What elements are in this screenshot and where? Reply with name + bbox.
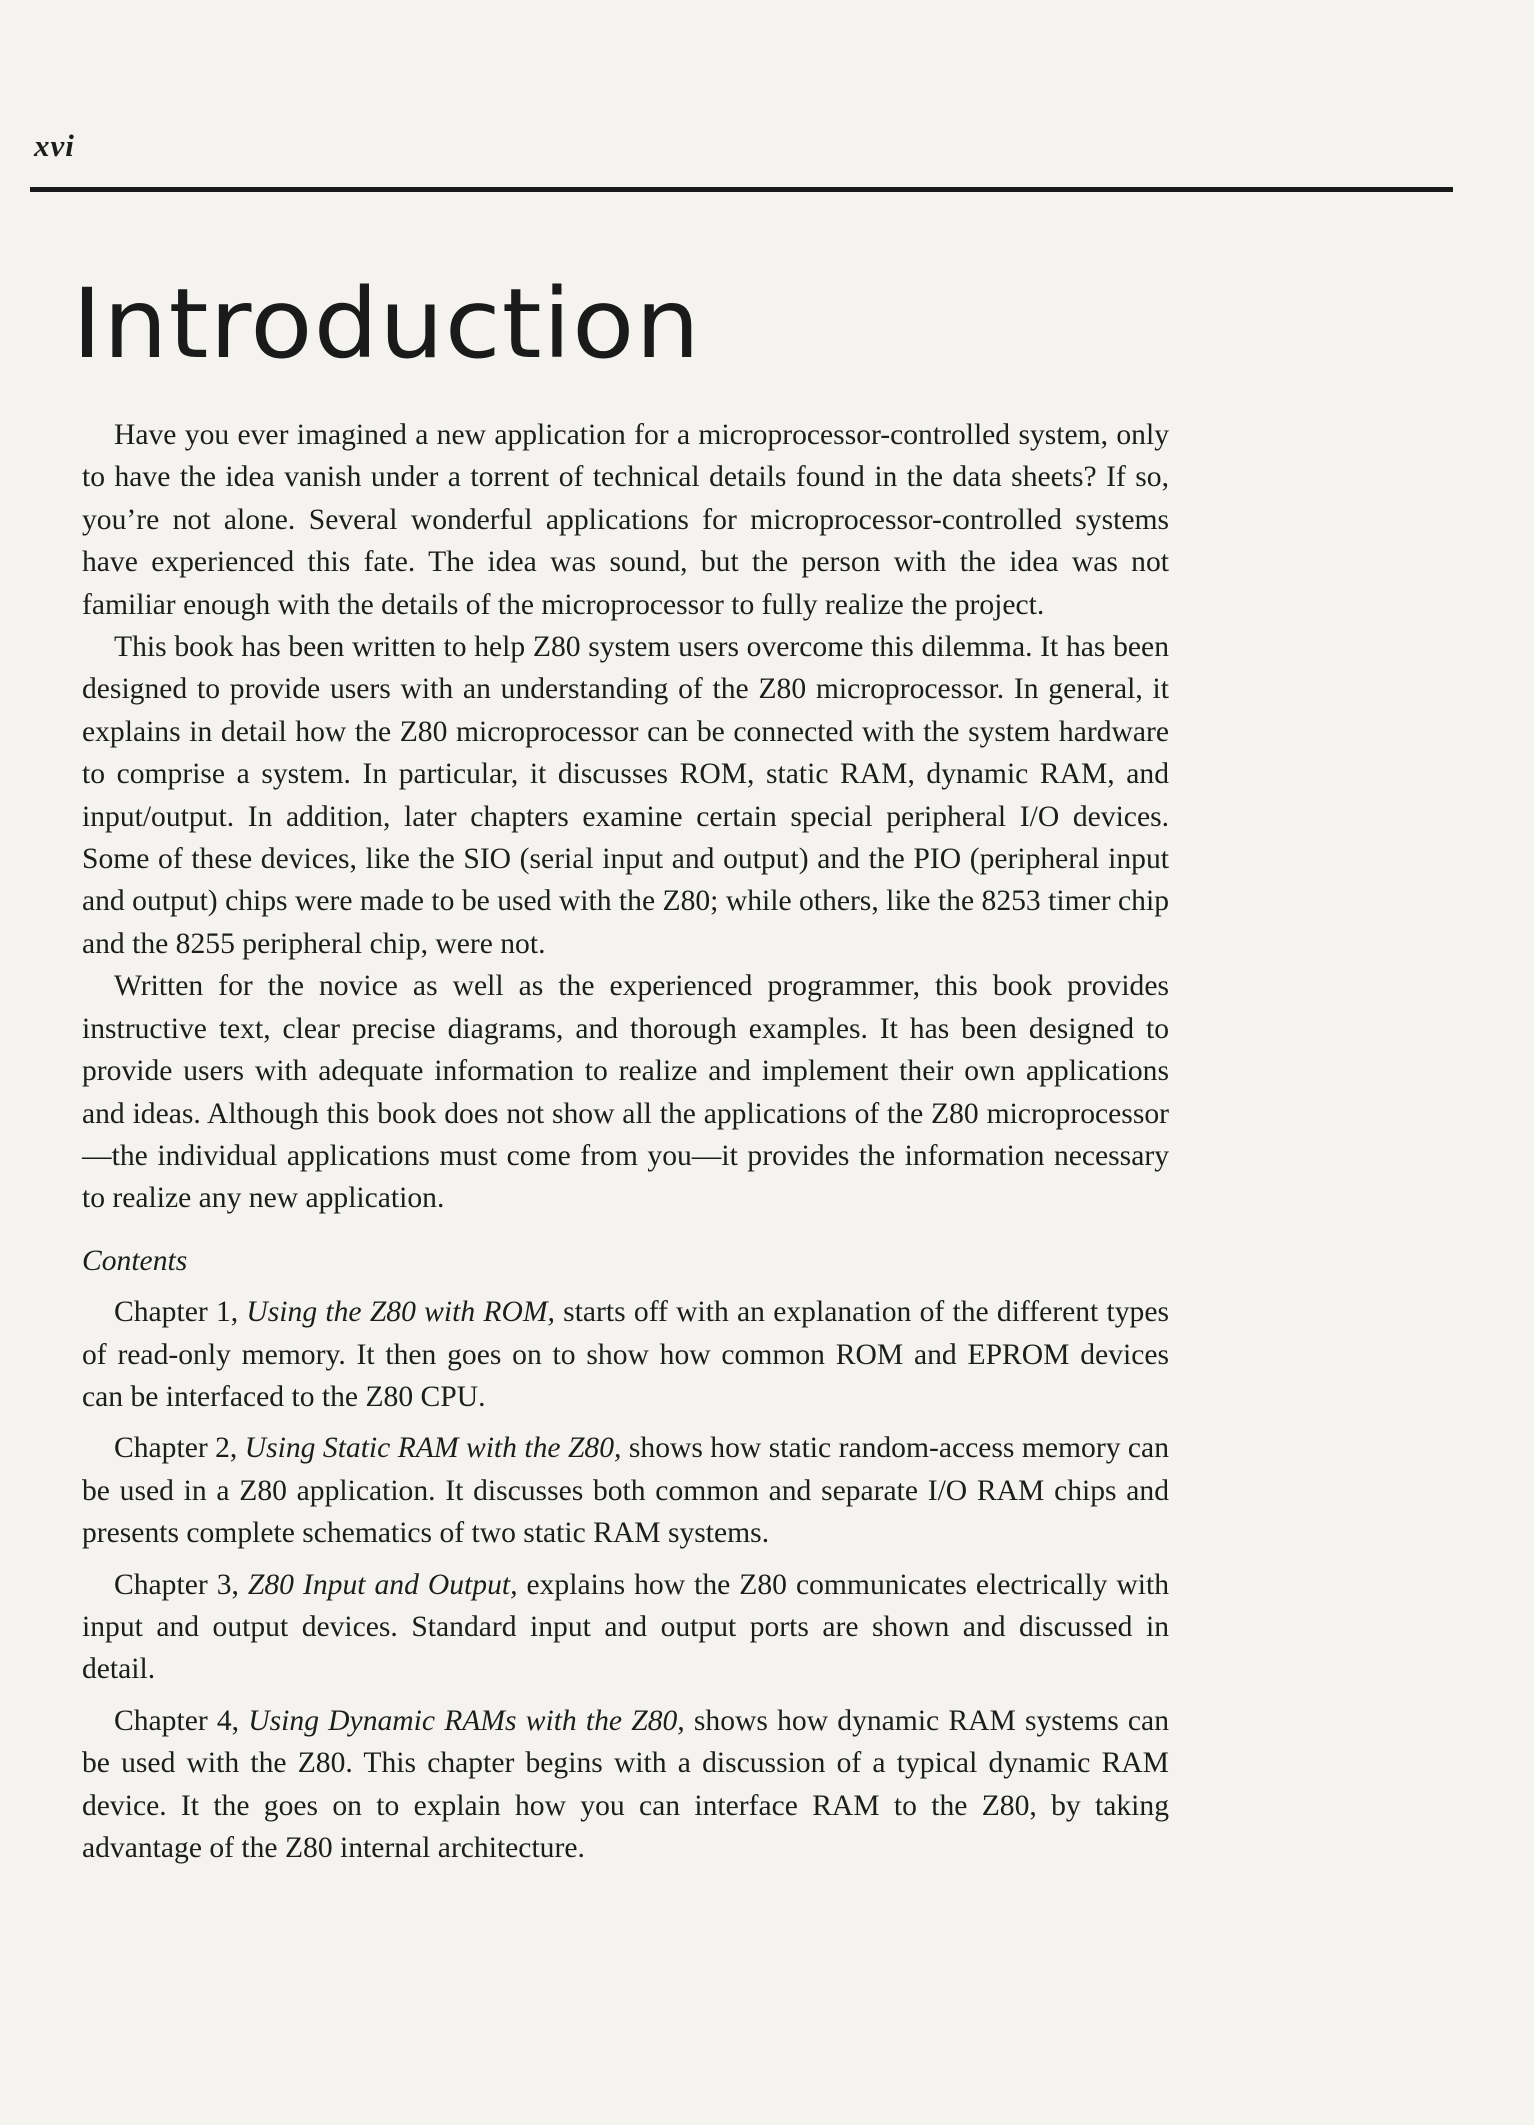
chapter-lead: Chapter 1,: [114, 1296, 247, 1329]
page-number: xvi: [34, 128, 75, 163]
chapter-title: Using Static RAM with the Z80,: [244, 1432, 622, 1465]
chapter-lead: Chapter 4,: [114, 1704, 249, 1737]
chapter-text: shows how dynamic RAM systems can be used with the Z80. This chapter begins with a discussion of a typical dynamic RAM device. It the goes on to explain how you can interface RAM to the Z80, by taking advantage of the Z80 internal architecture.: [82, 1704, 1169, 1864]
chapter-text: starts off with an explanation of the different types of read-only memory. It then goes on to show how common ROM and EPROM devices can be interfaced to the Z80 CPU.: [82, 1296, 1169, 1413]
chapter-lead: Chapter 2,: [114, 1432, 245, 1465]
page-title: Introduction: [72, 268, 701, 381]
chapter-title: Using Dynamic RAMs with the Z80,: [248, 1704, 685, 1737]
header-rule: [30, 187, 1453, 192]
chapter-title: Using the Z80 with ROM,: [246, 1296, 555, 1329]
chapter-summary: [82, 1427, 1169, 1554]
chapter-summary: [82, 1700, 1169, 1870]
chapter-title: Z80 Input and Output,: [247, 1568, 518, 1601]
chapter-summary: [82, 1291, 1169, 1418]
paragraph: Have you ever imagined a new application for a microprocessor-controlled system, only to have the idea vanish under a torrent of technical details found in the data sheets? If so, you’re not alone. Several wonderful applications for microprocessor-controlled systems have experienced this fate. The idea was sound, but the person with the idea was not familiar enough with the details of the microprocessor to fully realize the project.: [82, 419, 1169, 621]
paragraph: Written for the novice as well as the experienced programmer, this book provides instructive text, clear precise diagrams, and thorough examples. It has been designed to provide users with adequate information to realize and implement their own applications and ideas. Although this book does not show all the applications of the Z80 microprocessor—the individual applications must come from you—it provides the information necessary to realize any new application.: [82, 970, 1169, 1215]
chapter-summary: [82, 1564, 1169, 1691]
body-text: [82, 414, 1169, 1869]
chapter-text: shows how static random-access memory can be used in a Z80 application. It discusses both common and separate I/O RAM chips and presents complete schematics of two static RAM systems.: [82, 1432, 1169, 1550]
paragraph: This book has been written to help Z80 system users overcome this dilemma. It has been designed to provide users with an understanding of the Z80 microprocessor. In general, it explains in detail how the Z80 microprocessor can be connected with the system hardware to comprise a system. In particular, it discusses ROM, static RAM, dynamic RAM, and input/output. In addition, later chapters examine certain special peripheral I/O devices. Some of these devices, like the SIO (serial input and output) and the PIO (peripheral input and output) chips were made to be used with the Z80; while others, like the 8253 timer chip and the 8255 peripheral chip, were not.: [82, 631, 1169, 960]
chapter-lead: Chapter 3,: [114, 1568, 248, 1601]
chapter-text: explains how the Z80 communicates electrically with input and output devices. Standard input and output ports are shown and discussed in detail.: [82, 1568, 1169, 1686]
contents-heading: Contents: [82, 1244, 188, 1277]
